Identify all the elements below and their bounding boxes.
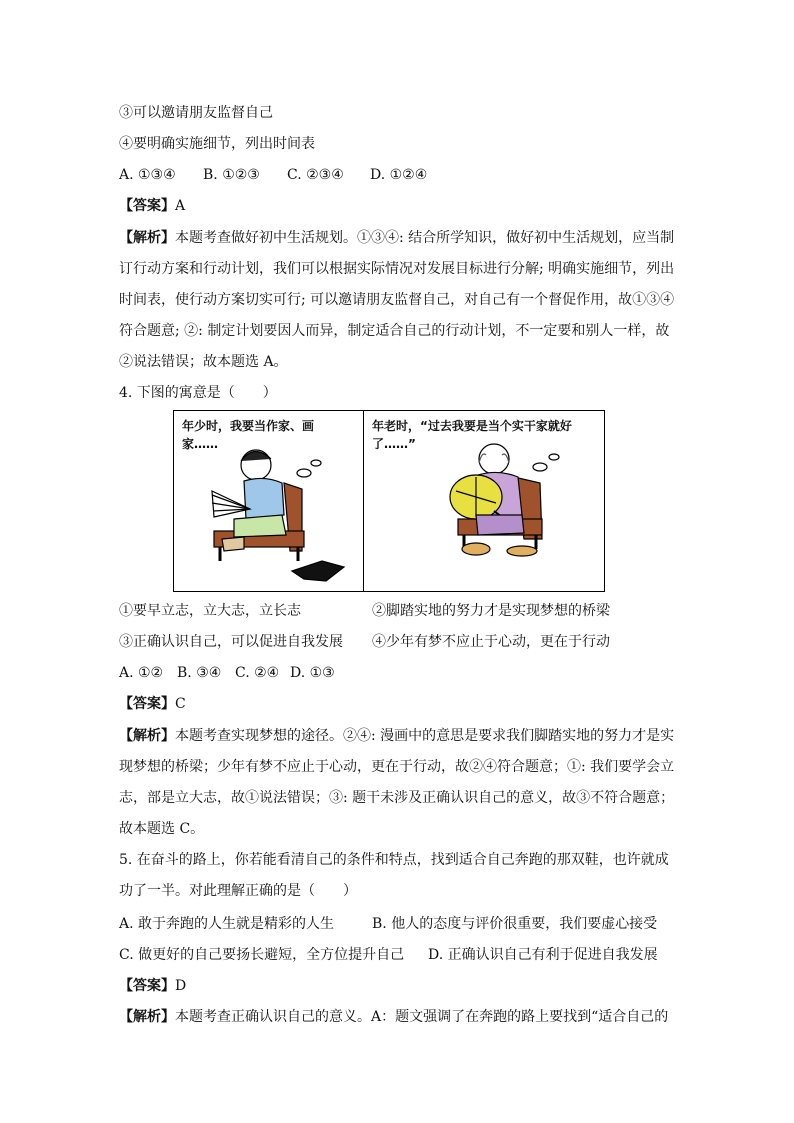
- answer-label: 【答案】: [119, 696, 175, 712]
- q4-options: [119, 663, 335, 683]
- comic-panel-old: [363, 410, 605, 592]
- analysis-text: 本题考查做好初中生活规划。①③④: 结合所学知识，做好初中生活规划，应当制订行动方案和行动计划，我们可以根据实际情况对发展目标进行分解; 明确实施细节，列出时间表，使行动方案切实可行; 可以邀请朋友监督自己，对自己有一个督促作用，故①③④符合题意; ②: 制定计划要因人而异，制定适合自己的行动计划，不一定要和别人一样，故②说法错误；故本题选 A。: [119, 230, 675, 370]
- answer-label: 【答案】: [119, 978, 175, 994]
- q4-analysis: [119, 721, 679, 845]
- q3-options: [119, 165, 427, 185]
- q4-option-b: B. ③④: [177, 665, 222, 681]
- q4-stem: 4. 下图的寓意是（ ）: [119, 385, 277, 401]
- q4-statement-1: ①要早立志，立大志，立长志: [119, 603, 301, 619]
- q5-option-c: C. 做更好的自己要扬长避短，全方位提升自己: [119, 947, 405, 963]
- answer-value: A: [175, 198, 186, 214]
- q4-option-c: C. ②④: [235, 665, 280, 681]
- q3-answer: [119, 196, 185, 216]
- comic-panel-young: [173, 410, 365, 592]
- q4-statement-2: ②脚踏实地的努力才是实现梦想的桥梁: [372, 603, 610, 619]
- q5-option-d: D. 正确认识自己有利于促进自我发展: [428, 947, 658, 963]
- analysis-text: 本题考查正确认识自己的意义。A：题文强调了在奔跑的路上要找到“适合自己的: [175, 1009, 669, 1025]
- analysis-label: 【解析】: [119, 728, 175, 744]
- q3-item-3: ③可以邀请朋友监督自己: [119, 105, 273, 121]
- q5-analysis: [119, 1007, 668, 1027]
- q4-statement-4: ④少年有梦不应止于心动，更在于行动: [372, 634, 610, 650]
- analysis-label: 【解析】: [119, 1009, 175, 1025]
- q4-answer: [119, 694, 186, 714]
- analysis-text: 本题考查实现梦想的途径。②④: 漫画中的意思是要求我们脚踏实地的努力才是实现梦想的桥梁；少年有梦不应止于心动，更在于行动，故②④符合题意；①: 我们要学会立志，部是立大志，故①说法错误；③: 题干未涉及正确认识自己的意义，故③不符合题意；故本题选 C。: [119, 728, 675, 837]
- answer-label: 【答案】: [119, 198, 175, 214]
- comic-caption-old: 年老时，“过去我要是当个实干家就好了……”: [372, 419, 572, 451]
- q3-item-4: ④要明确实施细节，列出时间表: [119, 136, 315, 152]
- q3-option-b: B. ①②③: [203, 167, 260, 183]
- q3-analysis: [119, 223, 679, 378]
- young-person-with-fan-illustration: [174, 411, 364, 591]
- old-person-with-fan-illustration: [364, 411, 604, 591]
- q5-option-a: A. 敢于奔跑的人生就是精彩的人生: [119, 916, 335, 932]
- answer-value: C: [175, 696, 186, 712]
- answer-value: D: [175, 978, 187, 994]
- q4-statement-3: ③正确认识自己，可以促进自我发展: [119, 634, 343, 650]
- q3-option-c: C. ②③④: [287, 167, 344, 183]
- q3-option-a: A. ①③④: [119, 167, 176, 183]
- analysis-label: 【解析】: [119, 230, 175, 246]
- q5-stem: 5. 在奋斗的路上，你若能看清自己的条件和特点，找到适合自己奔跑的那双鞋，也许就成功了一半。对此理解正确的是（ ）: [119, 852, 669, 899]
- q5-answer: [119, 976, 186, 996]
- q4-option-d: D. ①③: [290, 665, 335, 681]
- q3-option-d: D. ①②④: [370, 167, 428, 183]
- q4-option-a: A. ①②: [119, 665, 164, 681]
- comic-caption-young: 年少时，我要当作家、画家……: [182, 419, 315, 451]
- q5-option-b: B. 他人的态度与评价很重要，我们要虚心接受: [372, 916, 658, 932]
